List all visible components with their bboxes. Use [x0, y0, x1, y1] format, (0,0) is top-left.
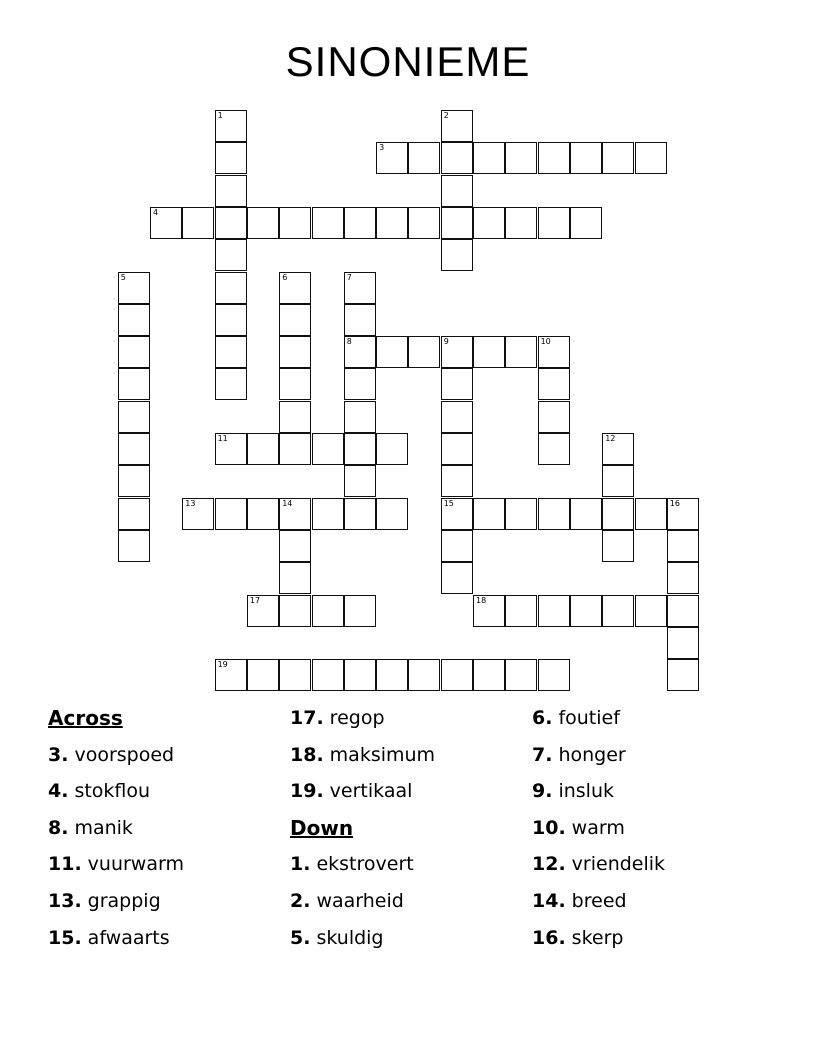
grid-cell[interactable]	[215, 433, 247, 465]
grid-cell[interactable]	[602, 498, 634, 530]
grid-cell[interactable]	[473, 659, 505, 691]
clue-item-text: vertikaal	[329, 780, 413, 803]
grid-cell[interactable]	[408, 207, 440, 239]
clue-item-number: 9.	[532, 780, 553, 803]
grid-cell[interactable]	[538, 401, 570, 433]
grid-cell[interactable]	[118, 465, 150, 497]
grid-cell[interactable]	[376, 433, 408, 465]
grid-cell[interactable]	[247, 433, 279, 465]
grid-cell[interactable]	[570, 142, 602, 174]
grid-cell[interactable]	[602, 530, 634, 562]
grid-cell[interactable]	[441, 659, 473, 691]
grid-cell[interactable]	[667, 595, 699, 627]
clue-item-number: 15.	[48, 926, 82, 949]
clue-item	[532, 883, 665, 920]
clue-column-3	[532, 700, 665, 956]
clue-number: 3	[379, 143, 385, 153]
grid-cell[interactable]	[344, 304, 376, 336]
grid-cell[interactable]	[118, 433, 150, 465]
grid-cell[interactable]	[505, 595, 537, 627]
grid-cell[interactable]	[538, 659, 570, 691]
clue-item	[290, 883, 435, 920]
grid-cell[interactable]	[473, 142, 505, 174]
grid-cell[interactable]	[344, 659, 376, 691]
grid-cell[interactable]	[118, 368, 150, 400]
clue-item-text: voorspoed	[74, 743, 175, 766]
grid-cell[interactable]	[667, 627, 699, 659]
clue-number: 9	[443, 337, 449, 347]
clue-item-text: honger	[558, 743, 626, 766]
grid-cell[interactable]	[441, 562, 473, 594]
grid-cell[interactable]	[279, 659, 311, 691]
grid-cell[interactable]	[247, 207, 279, 239]
clue-item-text: maksimum	[329, 743, 436, 766]
clue-number: 8	[346, 337, 352, 347]
puzzle-title: SINONIEME	[285, 38, 531, 85]
grid-cell[interactable]	[279, 562, 311, 594]
grid-cell[interactable]	[344, 336, 376, 368]
clue-item	[532, 810, 665, 847]
clue-item-number: 19.	[290, 780, 324, 803]
grid-cell[interactable]	[473, 336, 505, 368]
clue-number: 18	[476, 595, 487, 605]
grid-cell[interactable]	[602, 595, 634, 627]
grid-cell[interactable]	[344, 433, 376, 465]
grid-cell[interactable]	[215, 498, 247, 530]
grid-cell[interactable]	[118, 498, 150, 530]
clue-item-number: 6.	[532, 707, 553, 729]
grid-cell[interactable]	[635, 595, 667, 627]
grid-cell[interactable]	[215, 336, 247, 368]
clue-item-text: afwaarts	[87, 926, 170, 949]
clue-item-number: 2.	[290, 889, 311, 912]
grid-cell[interactable]	[247, 595, 279, 627]
grid-cell[interactable]	[538, 498, 570, 530]
clue-item	[532, 700, 665, 737]
grid-cell[interactable]	[538, 207, 570, 239]
grid-cell[interactable]	[441, 207, 473, 239]
grid-cell[interactable]	[344, 272, 376, 304]
clue-item-number: 13.	[48, 889, 82, 912]
grid-cell[interactable]	[441, 142, 473, 174]
clue-item-text: insluk	[558, 780, 614, 803]
clue-number: 14	[282, 498, 293, 508]
clue-item-number: 17.	[290, 707, 324, 729]
grid-cell[interactable]	[279, 207, 311, 239]
clue-item	[532, 773, 665, 810]
grid-cell[interactable]	[312, 498, 344, 530]
grid-cell[interactable]	[408, 142, 440, 174]
grid-cell[interactable]	[118, 530, 150, 562]
grid-cell[interactable]	[215, 110, 247, 142]
clue-heading-label: Down	[290, 815, 354, 840]
clue-item-number: 8.	[48, 816, 69, 839]
clue-item-number: 18.	[290, 743, 324, 766]
grid-cell[interactable]	[150, 207, 182, 239]
clue-item	[290, 737, 435, 774]
clue-item-text: ekstrovert	[316, 853, 414, 876]
clue-column-1	[48, 700, 184, 956]
grid-cell[interactable]	[538, 336, 570, 368]
grid-cell[interactable]	[473, 498, 505, 530]
clue-item-number: 3.	[48, 743, 69, 766]
grid-cell[interactable]	[279, 368, 311, 400]
grid-cell[interactable]	[344, 465, 376, 497]
grid-cell[interactable]	[118, 336, 150, 368]
grid-cell[interactable]	[441, 239, 473, 271]
grid-cell[interactable]	[215, 142, 247, 174]
clue-number: 4	[153, 207, 159, 217]
grid-cell[interactable]	[441, 175, 473, 207]
clue-number: 12	[605, 434, 616, 443]
clue-item-text: breed	[571, 889, 627, 912]
grid-cell[interactable]	[602, 433, 634, 465]
clue-number: 10	[540, 337, 551, 347]
clue-heading	[290, 810, 435, 847]
grid-cell[interactable]	[118, 272, 150, 304]
clue-item	[532, 920, 665, 957]
grid-cell[interactable]	[279, 595, 311, 627]
clue-item	[290, 920, 435, 957]
clue-item-text: stokflou	[74, 780, 151, 803]
clue-number: 11	[217, 434, 228, 443]
clue-number: 1	[217, 111, 223, 120]
grid-cell[interactable]	[182, 498, 214, 530]
clue-item-text: skuldig	[316, 926, 384, 949]
grid-cell[interactable]	[215, 304, 247, 336]
clue-item-text: grappig	[87, 889, 161, 912]
grid-cell[interactable]	[376, 142, 408, 174]
clue-item-number: 7.	[532, 743, 553, 766]
grid-cell[interactable]	[215, 272, 247, 304]
grid-cell[interactable]	[667, 498, 699, 530]
grid-cell[interactable]	[279, 304, 311, 336]
grid-cell[interactable]	[667, 659, 699, 691]
grid-cell[interactable]	[247, 659, 279, 691]
clue-number: 19	[217, 660, 228, 670]
grid-cell[interactable]	[376, 207, 408, 239]
clue-item-number: 5.	[290, 926, 311, 949]
clue-item-number: 11.	[48, 853, 82, 876]
clue-heading-label: Across	[48, 706, 123, 730]
clue-item-text: vuurwarm	[87, 853, 184, 876]
grid-cell[interactable]	[215, 368, 247, 400]
grid-cell[interactable]	[344, 207, 376, 239]
grid-cell[interactable]	[538, 595, 570, 627]
clue-item-text: regop	[329, 707, 385, 729]
grid-cell[interactable]	[182, 207, 214, 239]
clue-number: 13	[185, 498, 196, 508]
clue-number: 17	[249, 595, 261, 605]
clue-item-text: vriendelik	[571, 853, 666, 876]
grid-cell[interactable]	[473, 207, 505, 239]
clue-number: 16	[669, 498, 680, 508]
grid-cell[interactable]	[344, 401, 376, 433]
grid-cell[interactable]	[312, 433, 344, 465]
clue-item-number: 16.	[532, 926, 566, 949]
grid-cell[interactable]	[344, 368, 376, 400]
grid-cell[interactable]	[215, 175, 247, 207]
grid-cell[interactable]	[279, 401, 311, 433]
grid-cell[interactable]	[312, 659, 344, 691]
clue-column-2	[290, 700, 435, 956]
grid-cell[interactable]	[602, 142, 634, 174]
grid-cell[interactable]	[570, 498, 602, 530]
clue-heading	[48, 700, 184, 737]
clue-item-number: 10.	[532, 816, 566, 839]
clue-item-text: manik	[74, 816, 133, 839]
clue-item	[48, 883, 184, 920]
clue-number: 6	[282, 272, 288, 282]
clue-item	[48, 846, 184, 883]
clue-item-number: 4.	[48, 780, 69, 803]
grid-cell[interactable]	[279, 498, 311, 530]
clue-item-number: 12.	[532, 853, 566, 876]
grid-cell[interactable]	[602, 465, 634, 497]
clue-number: 5	[120, 272, 126, 282]
clue-item	[290, 700, 435, 737]
clue-item	[48, 773, 184, 810]
grid-cell[interactable]	[570, 595, 602, 627]
grid-cell[interactable]	[667, 530, 699, 562]
grid-cell[interactable]	[376, 336, 408, 368]
grid-cell[interactable]	[441, 336, 473, 368]
grid-cell[interactable]	[505, 659, 537, 691]
grid-cell[interactable]	[505, 142, 537, 174]
grid-cell[interactable]	[118, 304, 150, 336]
grid-cell[interactable]	[538, 433, 570, 465]
grid-cell[interactable]	[441, 530, 473, 562]
grid-cell[interactable]	[505, 498, 537, 530]
grid-cell[interactable]	[376, 659, 408, 691]
clue-item-text: waarheid	[316, 889, 404, 912]
clue-item-text: warm	[571, 816, 625, 839]
clue-item-number: 14.	[532, 889, 566, 912]
grid-cell[interactable]	[376, 498, 408, 530]
grid-cell[interactable]	[312, 595, 344, 627]
clue-item-text: skerp	[571, 926, 624, 949]
clue-item	[48, 920, 184, 957]
grid-cell[interactable]	[344, 498, 376, 530]
grid-cell[interactable]	[247, 498, 279, 530]
grid-cell[interactable]	[505, 336, 537, 368]
grid-cell[interactable]	[215, 659, 247, 691]
grid-cell[interactable]	[635, 498, 667, 530]
grid-cell[interactable]	[441, 401, 473, 433]
clue-item	[290, 773, 435, 810]
clue-item	[48, 737, 184, 774]
grid-cell[interactable]	[667, 562, 699, 594]
clue-item-text: foutief	[558, 707, 620, 729]
clue-item	[290, 846, 435, 883]
clue-item-number: 1.	[290, 853, 311, 876]
grid-cell[interactable]	[279, 433, 311, 465]
grid-cell[interactable]	[635, 142, 667, 174]
grid-cell[interactable]	[312, 207, 344, 239]
grid-cell[interactable]	[279, 336, 311, 368]
grid-cell[interactable]	[441, 465, 473, 497]
grid-cell[interactable]	[538, 142, 570, 174]
grid-cell[interactable]	[441, 110, 473, 142]
clue-number: 2	[443, 111, 449, 120]
grid-cell[interactable]	[538, 368, 570, 400]
grid-cell[interactable]	[441, 368, 473, 400]
grid-cell[interactable]	[408, 336, 440, 368]
clue-number: 15	[443, 498, 454, 508]
grid-cell[interactable]	[408, 659, 440, 691]
grid-cell[interactable]	[215, 239, 247, 271]
grid-cell[interactable]	[473, 595, 505, 627]
grid-cell[interactable]	[279, 272, 311, 304]
clue-item	[48, 810, 184, 847]
grid-cell[interactable]	[215, 207, 247, 239]
grid-cell[interactable]	[344, 595, 376, 627]
grid-cell[interactable]	[118, 401, 150, 433]
grid-cell[interactable]	[441, 433, 473, 465]
grid-cell[interactable]	[441, 498, 473, 530]
clue-item	[532, 846, 665, 883]
clue-item	[532, 737, 665, 774]
grid-cell[interactable]	[570, 207, 602, 239]
grid-cell[interactable]	[279, 530, 311, 562]
grid-cell[interactable]	[505, 207, 537, 239]
clue-number: 7	[346, 272, 352, 282]
